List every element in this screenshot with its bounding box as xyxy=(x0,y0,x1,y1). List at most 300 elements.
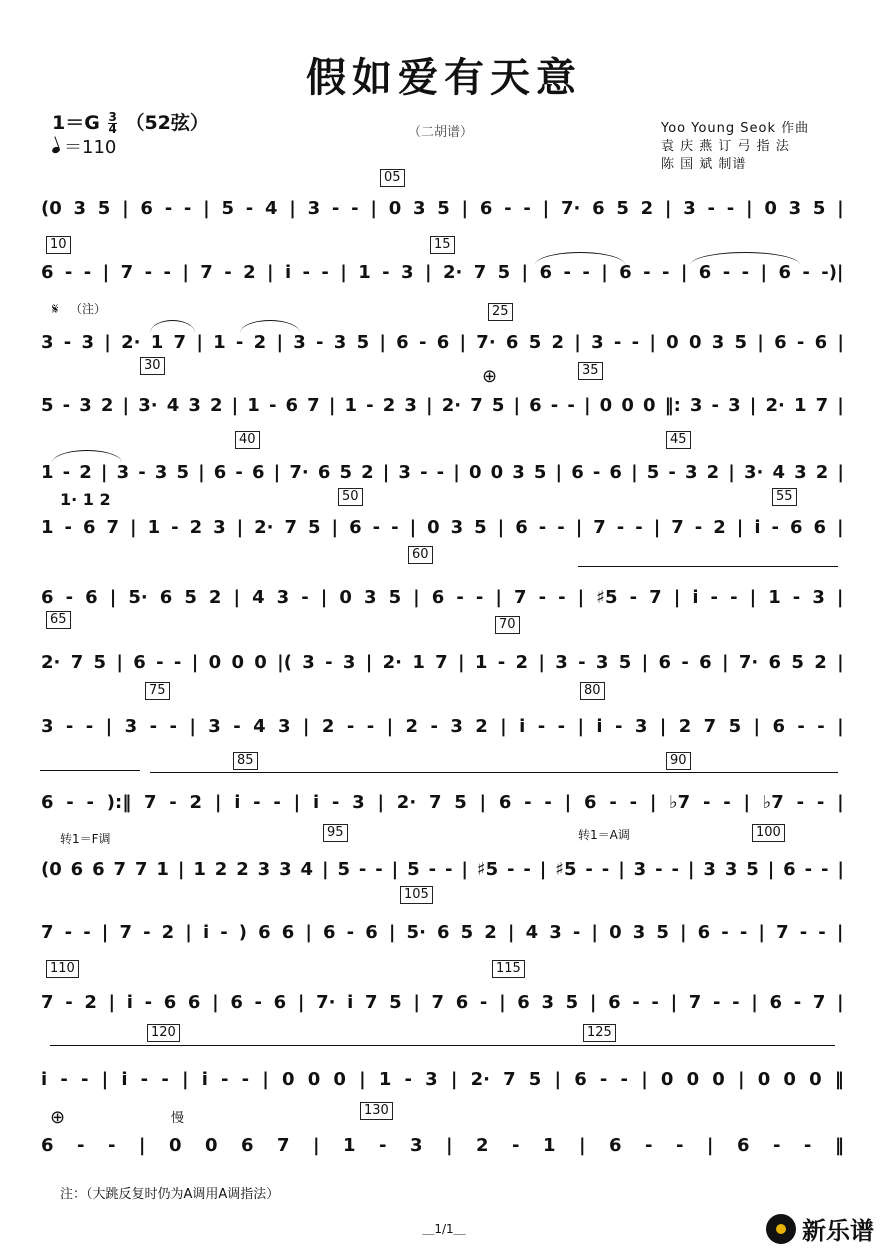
note: - xyxy=(544,791,552,813)
barline: | xyxy=(500,715,507,737)
barline: | xyxy=(521,261,529,283)
note: 3 xyxy=(307,197,321,219)
note: 7 xyxy=(200,261,213,283)
note: 3 xyxy=(450,715,463,737)
note: 3 xyxy=(401,261,414,283)
barline: | xyxy=(138,1134,146,1156)
note: ♯5 xyxy=(596,586,618,608)
note: 3 xyxy=(293,331,306,353)
note: 5 xyxy=(618,651,632,673)
note: 7 xyxy=(307,394,320,416)
note: 3· xyxy=(743,461,764,483)
barline: | xyxy=(577,586,585,608)
measure-number: 70 xyxy=(495,616,520,634)
note: - xyxy=(712,991,721,1013)
note: 5 xyxy=(356,331,370,353)
note: 5 xyxy=(728,715,742,737)
note: 4 xyxy=(252,586,265,608)
barline: | xyxy=(760,261,768,283)
note: 6 xyxy=(281,921,295,943)
measure-number: 35 xyxy=(578,362,603,380)
note: - xyxy=(164,197,173,219)
note: - xyxy=(63,331,72,353)
barline: | xyxy=(100,461,108,483)
note: - xyxy=(321,261,329,283)
note: 2 xyxy=(253,331,267,353)
measure-number: 10 xyxy=(46,236,71,254)
note: - xyxy=(456,586,464,608)
note: 6 xyxy=(699,651,712,673)
barline: | xyxy=(293,791,301,813)
note: 6 xyxy=(317,461,331,483)
note: 2 xyxy=(706,461,720,483)
note: i xyxy=(312,791,320,813)
note: - xyxy=(601,858,610,880)
note: - xyxy=(793,991,802,1013)
note: - xyxy=(651,991,659,1013)
barline: | xyxy=(458,651,465,673)
note: - xyxy=(585,858,593,880)
note: - xyxy=(420,461,428,483)
note: 0 xyxy=(809,1068,822,1090)
barline: | xyxy=(122,394,130,416)
note: 3· xyxy=(138,394,158,416)
measure-number: 130 xyxy=(360,1102,393,1120)
note: 0 xyxy=(204,1134,218,1156)
note: - xyxy=(707,197,715,219)
note: 7 xyxy=(284,516,298,538)
note: - xyxy=(572,921,581,943)
barline: | xyxy=(736,516,744,538)
barline: | xyxy=(589,991,597,1013)
note: 2· xyxy=(441,394,462,416)
barline: | xyxy=(583,394,591,416)
note: - xyxy=(631,331,640,353)
note: 6 xyxy=(213,461,227,483)
barline: | xyxy=(649,331,656,353)
score-line-11 xyxy=(40,852,845,892)
note: - xyxy=(220,921,228,943)
note: 7 xyxy=(173,331,187,353)
note: 0 xyxy=(333,1068,346,1090)
note: - xyxy=(273,791,281,813)
note: - xyxy=(436,461,445,483)
note: - xyxy=(558,586,566,608)
barline: | xyxy=(196,331,203,353)
notation-row xyxy=(40,1062,845,1096)
measure-number: 75 xyxy=(145,682,170,700)
note: 2 xyxy=(678,715,692,737)
note: - xyxy=(391,516,399,538)
note: 5 xyxy=(734,331,748,353)
note: 0 xyxy=(609,921,622,943)
note: 3 xyxy=(549,921,562,943)
barline: | xyxy=(289,197,296,219)
score-line-5 xyxy=(40,455,845,495)
barline: | xyxy=(297,991,305,1013)
barline: | xyxy=(276,331,284,353)
note: 6 xyxy=(814,331,828,353)
barline: | xyxy=(177,858,185,880)
barline: | xyxy=(659,715,667,737)
note: - xyxy=(804,858,813,880)
barline: | xyxy=(377,791,385,813)
note: 1 xyxy=(474,651,488,673)
note: 5 xyxy=(533,461,547,483)
note: 5 xyxy=(528,1068,542,1090)
note: - xyxy=(316,331,324,353)
note: 5 xyxy=(656,921,669,943)
note: 6 xyxy=(258,921,271,943)
barline: | xyxy=(507,921,515,943)
note: - xyxy=(331,197,340,219)
credits xyxy=(661,120,809,174)
volta-bracket-1-end xyxy=(40,770,140,771)
note: - xyxy=(144,261,153,283)
barline: | xyxy=(591,921,598,943)
note: 6 xyxy=(539,261,553,283)
note: - xyxy=(694,516,703,538)
note: 6 xyxy=(505,331,519,353)
note: 6 xyxy=(431,586,445,608)
note: 3 xyxy=(450,516,464,538)
note: - xyxy=(771,516,779,538)
note: - xyxy=(65,586,74,608)
note: 2 xyxy=(475,715,488,737)
note: 1 xyxy=(378,1068,392,1090)
measure-number: 05 xyxy=(380,169,405,187)
note: 0 xyxy=(686,1068,700,1090)
note: 7· xyxy=(738,651,759,673)
note: 1 xyxy=(344,394,358,416)
note: 0 xyxy=(621,394,634,416)
note: - xyxy=(557,516,565,538)
note: - xyxy=(163,261,171,283)
note: 4 xyxy=(525,921,539,943)
volta-bracket-3 xyxy=(50,1045,835,1046)
barline: | xyxy=(513,394,521,416)
barline: | xyxy=(721,651,729,673)
barline: | xyxy=(753,715,761,737)
notation-row xyxy=(40,388,845,422)
note: - xyxy=(797,715,805,737)
note: - xyxy=(796,331,805,353)
note: 6 xyxy=(285,394,299,416)
barline: | xyxy=(321,858,329,880)
note: - xyxy=(614,715,623,737)
measure-number: 105 xyxy=(400,886,433,904)
note: 7 xyxy=(70,651,84,673)
note: 6 xyxy=(783,858,796,880)
barline: | xyxy=(578,1134,586,1156)
barline: | xyxy=(236,516,244,538)
note: 0 xyxy=(231,651,244,673)
note: 2· xyxy=(121,331,141,353)
note: 6 xyxy=(697,921,711,943)
note: - xyxy=(661,261,670,283)
note: - xyxy=(681,651,689,673)
note: 2· xyxy=(41,651,61,673)
note: 0 xyxy=(388,197,402,219)
barline: | xyxy=(424,261,432,283)
note: 0 xyxy=(757,1068,771,1090)
note: i xyxy=(692,586,699,608)
note: 5 xyxy=(437,197,450,219)
note: 5 xyxy=(460,921,474,943)
notation-row xyxy=(40,191,845,225)
note: 2· xyxy=(765,394,785,416)
note: - xyxy=(83,921,91,943)
note: - xyxy=(430,715,438,737)
note: 6 xyxy=(608,991,621,1013)
note: i xyxy=(201,1068,208,1090)
note: 6 xyxy=(163,991,177,1013)
note: 1 xyxy=(412,651,425,673)
note: 6 xyxy=(479,197,493,219)
note: (0 xyxy=(41,858,62,880)
note: 0 xyxy=(254,651,267,673)
barline: | xyxy=(191,651,199,673)
barline: | xyxy=(233,586,241,608)
note: 7 xyxy=(120,261,134,283)
note: 7 xyxy=(812,991,826,1013)
note: 6 xyxy=(658,651,672,673)
note: - xyxy=(739,921,748,943)
note: - xyxy=(62,461,71,483)
note: 7 xyxy=(470,394,483,416)
note: 3 xyxy=(711,331,725,353)
note: 6 xyxy=(574,1068,587,1090)
note: 2 xyxy=(815,461,829,483)
note: 7 xyxy=(649,586,662,608)
note: 1 xyxy=(41,461,54,483)
note: i xyxy=(41,1068,48,1090)
note: - xyxy=(772,1134,781,1156)
note-marker: （注） xyxy=(70,302,107,316)
notation-row xyxy=(40,709,845,743)
note: - xyxy=(358,858,367,880)
note: - xyxy=(156,651,164,673)
note: 3 xyxy=(404,394,417,416)
note: - xyxy=(632,991,640,1013)
barline: | xyxy=(653,516,661,538)
note: - xyxy=(582,261,590,283)
note: i xyxy=(596,715,603,737)
note: - xyxy=(224,261,232,283)
notation-row xyxy=(40,645,845,679)
note: 3 xyxy=(333,331,347,353)
barline: |( xyxy=(277,651,292,673)
barline: | xyxy=(413,586,420,608)
score-line-8 xyxy=(40,645,845,685)
note: 2 xyxy=(476,1134,489,1156)
barline: | xyxy=(836,586,844,608)
note: - xyxy=(366,715,375,737)
page-title: 假如爱有天意 xyxy=(306,55,582,101)
notation-row xyxy=(40,1128,845,1162)
barline: | xyxy=(601,261,608,283)
note: - xyxy=(537,715,546,737)
note: 5· xyxy=(406,921,426,943)
note: 5 xyxy=(221,197,235,219)
note: 0 xyxy=(168,1134,182,1156)
note: - xyxy=(816,791,825,813)
note: 6 xyxy=(584,791,597,813)
time-signature: $\frac{3}{4}$ xyxy=(108,110,117,136)
subtitle: （二胡谱） xyxy=(408,125,474,140)
measure-number: 115 xyxy=(492,960,525,978)
measure-number: 40 xyxy=(235,431,260,449)
barline: | xyxy=(391,858,399,880)
barline: ‖ xyxy=(834,1068,844,1090)
note: - xyxy=(475,586,484,608)
note: 6 xyxy=(455,991,469,1013)
measure-number: 55 xyxy=(772,488,797,506)
note: i xyxy=(126,991,133,1013)
record-disc-icon xyxy=(766,1214,796,1244)
note: - xyxy=(86,791,95,813)
note: 4 xyxy=(265,197,278,219)
note: 2 xyxy=(405,715,419,737)
note: 2 xyxy=(236,858,249,880)
note: 7 xyxy=(431,991,445,1013)
note: - xyxy=(64,921,73,943)
note: 3 xyxy=(352,791,365,813)
note: 7 xyxy=(276,1134,290,1156)
note: 7 xyxy=(106,516,120,538)
barline: | xyxy=(728,461,735,483)
note: 0 xyxy=(208,651,222,673)
note: 6 xyxy=(437,921,450,943)
note: 2 xyxy=(189,791,203,813)
slur xyxy=(535,252,625,265)
note: 7 xyxy=(428,791,442,813)
note: 6 xyxy=(70,858,84,880)
volta-bracket-2 xyxy=(150,772,838,773)
note: - xyxy=(817,715,825,737)
note: - xyxy=(675,1134,684,1156)
note: - xyxy=(821,858,829,880)
note: i xyxy=(754,516,761,538)
note: - xyxy=(62,394,71,416)
barline: | xyxy=(836,516,844,538)
barline: | xyxy=(102,261,110,283)
notation-row xyxy=(40,915,845,949)
barline: | xyxy=(453,461,460,483)
barline: | xyxy=(312,1134,320,1156)
note: 7 xyxy=(776,921,789,943)
note: 6 xyxy=(609,1134,622,1156)
note: 1 xyxy=(358,261,371,283)
note: 5 xyxy=(339,461,352,483)
barline: | xyxy=(837,791,844,813)
barline: | xyxy=(340,261,347,283)
note: (0 xyxy=(41,197,62,219)
note: 3 xyxy=(703,858,716,880)
score-line-9 xyxy=(40,709,845,749)
score-line-10 xyxy=(40,785,845,825)
barline: | xyxy=(837,197,844,219)
note: 2 xyxy=(189,516,203,538)
barline: | xyxy=(105,715,113,737)
barline: | xyxy=(641,1068,648,1090)
note: 6 xyxy=(778,261,791,283)
barline: | xyxy=(758,921,765,943)
note: 7 xyxy=(41,991,54,1013)
note: 3 xyxy=(79,394,92,416)
note: 0 xyxy=(660,1068,674,1090)
note: - xyxy=(241,1068,250,1090)
note: - xyxy=(351,197,359,219)
note: 1 xyxy=(247,394,260,416)
measure-number: 45 xyxy=(666,431,691,449)
note: 5 xyxy=(93,651,107,673)
barline: | xyxy=(499,991,506,1013)
note: 2· xyxy=(382,651,402,673)
key-signature: 1＝G $\frac{3}{4}$ （52弦） xyxy=(52,110,209,136)
note: 5 xyxy=(184,586,197,608)
slur xyxy=(150,320,195,333)
barline: | xyxy=(181,1068,189,1090)
note: 3 xyxy=(728,394,741,416)
note: - xyxy=(325,651,333,673)
notation-row xyxy=(40,455,845,489)
note: 6 xyxy=(323,921,336,943)
note: - xyxy=(221,1068,229,1090)
note: 3 xyxy=(412,197,426,219)
measure-number: 110 xyxy=(46,960,79,978)
barline: | xyxy=(618,858,625,880)
note: 3 xyxy=(794,461,807,483)
note: 1 xyxy=(542,1134,556,1156)
note: 6 xyxy=(769,991,783,1013)
note: 7 xyxy=(119,921,132,943)
note: 0 xyxy=(688,331,702,353)
note: 1 xyxy=(41,516,54,538)
modulation-f: 转1＝F调 xyxy=(60,832,111,846)
note: 0 xyxy=(764,197,777,219)
note: - xyxy=(183,197,192,219)
note: - xyxy=(792,586,801,608)
note: 3 xyxy=(634,715,648,737)
note: 5 xyxy=(497,261,511,283)
note: 3 xyxy=(257,858,271,880)
note: - xyxy=(592,461,601,483)
note: 6 xyxy=(230,991,243,1013)
note: - xyxy=(523,197,531,219)
barline: | xyxy=(212,991,219,1013)
note: 3 xyxy=(398,461,411,483)
score-line-15 xyxy=(40,1128,845,1168)
barline: | xyxy=(837,331,844,353)
note: 6 xyxy=(515,516,528,538)
note: - xyxy=(301,586,309,608)
barline: | xyxy=(737,1068,745,1090)
barline: | xyxy=(554,1068,562,1090)
barline: | xyxy=(101,921,109,943)
grace-notes: 1· 1 2 xyxy=(60,490,111,509)
barline: | xyxy=(836,921,844,943)
note: 7 xyxy=(473,261,487,283)
note: 5 xyxy=(97,197,111,219)
note: 6 xyxy=(768,651,782,673)
note: 6 xyxy=(774,331,787,353)
barline: | xyxy=(574,331,581,353)
measure-number: 95 xyxy=(323,824,348,842)
note: 7 xyxy=(435,651,448,673)
barline: | xyxy=(649,791,657,813)
barline: | xyxy=(575,516,583,538)
